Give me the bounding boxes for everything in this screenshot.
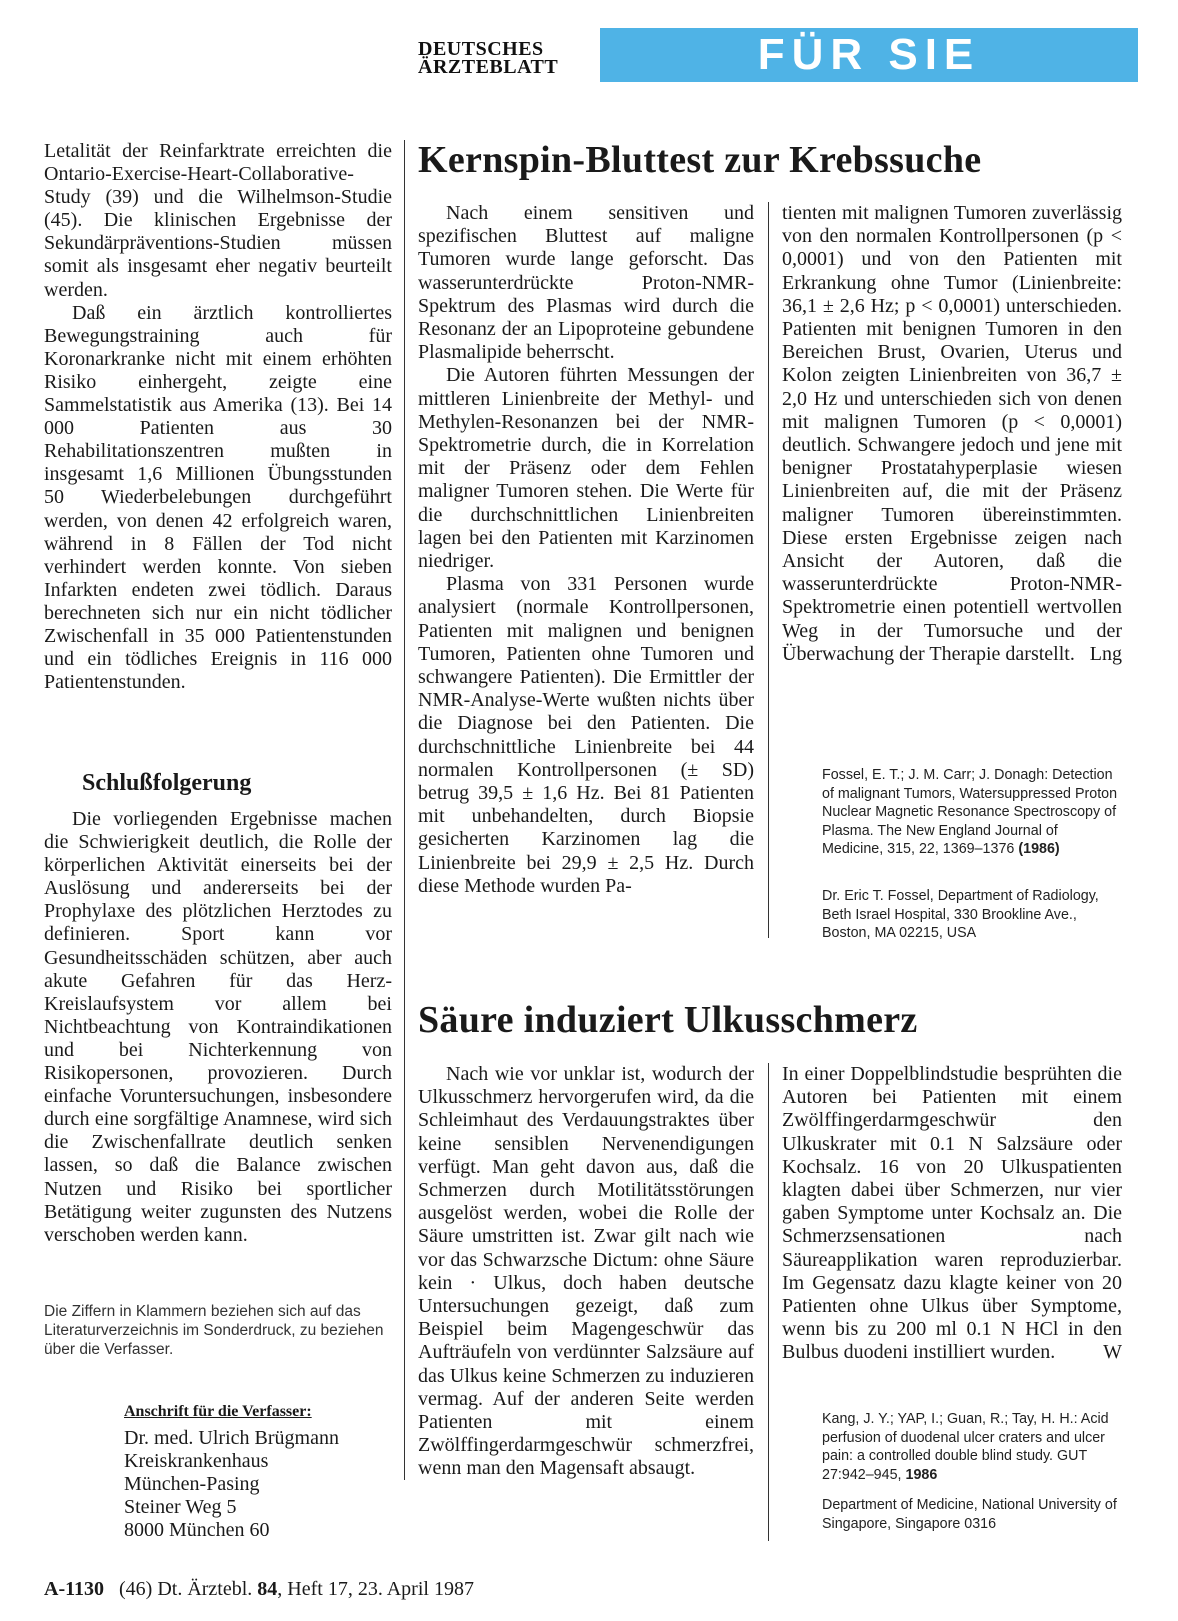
logo-line-1: DEUTSCHES <box>418 38 544 60</box>
reference-year: (1986) <box>1018 841 1060 857</box>
article1-col2-text: tienten mit malignen Tumoren zuverlässig von den normalen Kontrollpersonen (p < 0,0001) und von den Patienten mit Erkrankung ohne Tumor (Linienbreite: 36,1 ± 2,6 Hz; p < 0,0001) unterschieden. Patienten mit benignen Tumoren in den Bereichen Brust, Ovarien, Uterus und Kolon zeigten Linienbreiten von 36,7 ± 2,0 Hz und unterschieden sich von denen mit malignen Tumoren (p < 0,0001) deutlich. Schwangere jedoch und jene mit benigner Prostatahyperplasie wiesen Linienbreiten auf, die mit der Präsenz maligner Tumoren übereinstimmten. Diese ersten Ergebnisse zeigen nach Ansicht der Autoren, daß die wasserunterdrückte Proton-NMR-Spektrometrie einen potentiell wertvollen Weg in der Tumorsuche und der Überwachung der Therapie darstellt. <box>782 202 1122 665</box>
logo-line-2: ÄRZTEBLATT <box>418 56 559 78</box>
article1-affiliation: Dr. Eric T. Fossel, Department of Radiology, Beth Israel Hospital, 330 Brookline Ave., Boston, MA 02215, USA <box>822 888 1099 941</box>
footer-volume: 84 <box>257 1578 278 1600</box>
masthead-logo <box>418 40 588 76</box>
address-heading: Anschrift für die Verfasser: <box>124 1403 312 1420</box>
reference-text: Kang, J. Y.; YAP, I.; Guan, R.; Tay, H. H.: Acid perfusion of duodenal ulcer craters and ulcer pain: a controlled double blind study. GUT 27:942–945, <box>822 1411 1109 1483</box>
left-column <box>44 140 392 694</box>
reference-year: 1986 <box>905 1466 938 1483</box>
article1-paragraph: Nach einem sensitiven und spezifischen Bluttest auf maligne Tumoren wurde lange geforscht. Das wasserunterdrückte Proton-NMR-Spektrum des Plasmas wird durch die Resonanz der an Lipoproteine gebundene Plasmalipide beherrscht. <box>418 202 754 364</box>
left-paragraph: Daß ein ärztlich kontrolliertes Bewegungstraining auch für Koronarkranke nicht mit einem erhöhten Risiko einhergeht, zeigte eine Sammelstatistik aus Amerika (13). Bei 14 000 Patienten aus 30 Rehabilitationszentren mußten in insgesamt 1,6 Millionen Übungsstunden 50 Wiederbelebungen durchgeführt werden, von denen 42 erfolgreich waren, während in 8 Fällen der Tod nicht verhindert werden konnte. Von sieben Infarkten endeten zwei tödlich. Daraus berechneten sich nur ein nicht tödlicher Zwischenfall in 35 000 Patientenstunden und ein tödliches Ereignis in 116 000 Patientenstunden. <box>44 301 392 694</box>
footnote: Die Ziffern in Klammern beziehen sich auf das Literaturverzeichnis im Sonderdruck, zu beziehen über die Verfasser. <box>44 1303 384 1358</box>
conclusion-heading: Schlußfolgerung <box>82 770 252 796</box>
address-line: Steiner Weg 5 <box>124 1496 237 1518</box>
article1-column-1 <box>418 202 754 898</box>
article1-paragraph: Plasma von 331 Personen wurde analysiert (normale Kontrollpersonen, Patienten mit malignen und benignen Tumoren, Patienten ohne Tumoren und schwangere Patienten). Die Ermittler der NMR-Analyse-Werte wußten nichts über die Diagnose bei den Patienten. Die durchschnittliche Linienbreite bei 44 normalen Kontrollpersonen (± SD) betrug 39,5 ± 1,6 Hz. Bei 81 Patienten mit unbehandelten, durch Biopsie gesicherten Karzinomen lag die Linienbreite bei 29,9 ± 2,5 Hz. Durch diese Methode wurden Pa- <box>418 573 754 897</box>
page-code: A-1130 <box>44 1578 104 1600</box>
article2-paragraph: Nach wie vor unklar ist, wodurch der Ulkusschmerz hervorgerufen wird, da die Schleimhaut des Verdauungstraktes über keine sensiblen Nervenendigungen verfügt. Man geht davon aus, daß die Schmerzen durch Motilitätsstörungen ausgelöst werden, wobei die Rolle der Säure umstritten ist. Zwar gilt nach wie vor das Schwarzsche Dictum: ohne Säure kein · Ulkus, doch haben deutsche Untersuchungen gezeigt, daß zum Beispiel beim Magengeschwür das Aufträufeln von verdünnter Salzsäure auf das Ulkus keine Schmerzen zu induzieren vermag. Auf der anderen Seite werden Patienten mit einem Zwölffingerdarmgeschwür schmerzfrei, wenn man den Magensaft absaugt. <box>418 1063 754 1480</box>
article-title-kernspin: Kernspin-Bluttest zur Krebssuche <box>418 139 982 181</box>
footer-issue: , Heft 17, 23. April 1987 <box>277 1578 474 1600</box>
column-divider <box>768 202 769 938</box>
author-address <box>124 1403 394 1542</box>
article-title-saeure: Säure induziert Ulkusschmerz <box>418 999 918 1041</box>
conclusion-paragraph: Die vorliegenden Ergebnisse machen die Schwierigkeit deutlich, die Rolle der körperlichen Aktivität einerseits bei der Auslösung und andererseits bei der Prophylaxe des plötzlichen Herztodes zu definieren. Sport kann vor Gesundheitsschäden schützen, aber auch akute Gefahren für das Herz-Kreislaufsystem vor allem bei Nichtbeachtung von Kontraindikationen und bei Nichterkennung von Risikopersonen, provozieren. Durch einfache Voruntersuchungen, insbesondere durch eine sorgfältige Anamnese, wird sich die Zwischenfallrate deutlich senken lassen, so daß die Balance zwischen Nutzen und Risiko bei sportlicher Betätigung weiter zugunsten des Nutzens verschoben werden kann. <box>44 808 392 1246</box>
article2-column-2 <box>782 1063 1122 1365</box>
address-line: München-Pasing <box>124 1473 260 1495</box>
footer-text: (46) Dt. Ärztebl. <box>119 1578 253 1600</box>
article2-col2-text: In einer Doppelblindstudie besprühten die Autoren bei Patienten mit einem Zwölffingerdarmgeschwür den Ulkuskrater mit 0.1 N Salzsäure oder Kochsalz. 16 von 20 Ulkuspatienten klagten dabei über Schmerzen, nur vier gaben Symptome unter Kochsalz an. Die Schmerzsensationen nach Säureapplikation waren reproduzierbar. Im Gegensatz dazu klagte keiner von 20 Patienten ohne Ulkus über Symptome, wenn bis zu 200 ml 0.1 N HCl in den Bulbus duodeni instilliert wurden. <box>782 1063 1122 1364</box>
address-line: 8000 München 60 <box>124 1519 270 1541</box>
reference-text: Fossel, E. T.; J. M. Carr; J. Donagh: Detection of malignant Tumors, Watersuppressed Proton Nuclear Magnetic Resonance Spectroscopy of Plasma. The New England Journal of Medicine, 315, 22, 1369–1376 <box>822 767 1118 857</box>
article1-column-2 <box>782 202 1122 666</box>
article1-reference <box>822 766 1122 859</box>
article2-paragraph <box>782 1063 1122 1365</box>
conclusion-text <box>44 808 392 1247</box>
section-banner: FÜR SIE REFERIERT <box>600 28 1138 82</box>
article2-reference <box>822 1410 1122 1484</box>
article2-affiliation: Department of Medicine, National University of Singapore, Singapore 0316 <box>822 1497 1117 1532</box>
article1-signature: Lng <box>1089 642 1122 665</box>
column-divider <box>768 1063 769 1541</box>
article2-column-1 <box>418 1063 754 1481</box>
page-footer <box>44 1578 474 1601</box>
article1-paragraph <box>782 202 1122 666</box>
address-line: Kreiskrankenhaus <box>124 1450 269 1472</box>
column-divider <box>404 140 405 1480</box>
article1-paragraph: Die Autoren führten Messungen der mittleren Linienbreite der Methyl- und Methylen-Resonanzen bei der NMR-Spektrometrie durch, die in Korrelation mit der Präsenz oder dem Fehlen maligner Tumoren stehen. Die Werte für die durchschnittlichen Linienbreiten lagen bei den Patienten mit Karzinomen niedriger. <box>418 364 754 573</box>
left-paragraph: Letalität der Reinfarktrate erreichten die Ontario-Exercise-Heart-Collaborative-Study (39) und die Wilhelmson-Studie (45). Die klinischen Ergebnisse der Sekundärpräventions-Studien müssen somit als insgesamt eher negativ beurteilt werden. <box>44 140 392 301</box>
article2-signature: W <box>1103 1341 1122 1364</box>
address-line: Dr. med. Ulrich Brügmann <box>124 1427 339 1449</box>
